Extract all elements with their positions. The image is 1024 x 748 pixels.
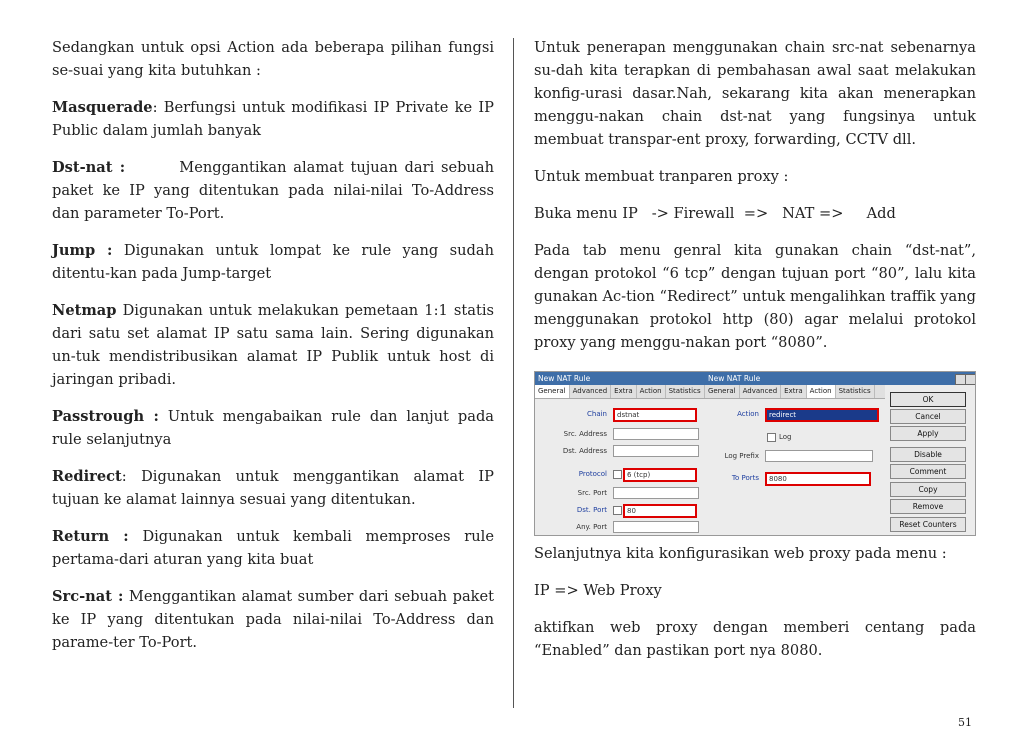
right-column-lower: [534, 542, 976, 676]
page-number: 51: [958, 716, 972, 729]
src-address-input[interactable]: [613, 428, 699, 440]
item-masquerade: Masquerade: Berfungsi untuk modifikasi IP Private ke IP Public dalam jumlah banyak: [52, 99, 494, 139]
protocol-label: Protocol: [578, 470, 607, 478]
to-ports-input[interactable]: 8080: [765, 472, 871, 486]
protocol-checkbox[interactable]: [613, 470, 622, 479]
tab-statistics[interactable]: Statistics: [666, 385, 705, 398]
dst-port-label: Dst. Port: [576, 506, 607, 514]
item-passtrough: Passtrough : Untuk mengabaikan rule dan lanjut pada rule selanjutnya: [52, 408, 494, 448]
nat-rule-window-action: [705, 372, 975, 535]
src-address-row: [535, 428, 705, 440]
log-checkbox[interactable]: [767, 433, 776, 442]
log-prefix-label: Log Prefix: [724, 452, 759, 460]
log-prefix-row: [705, 450, 885, 462]
left-intro: Sedangkan untuk opsi Action ada beberapa pilihan fungsi se-suai yang kita butuhkan :: [52, 39, 494, 79]
reset-counters-button[interactable]: Reset Counters: [890, 517, 966, 532]
src-address-label: Src. Address: [563, 430, 607, 438]
item-jump: Jump : Digunakan untuk lompat ke rule yang sudah ditentu-kan pada Jump-target: [52, 242, 494, 282]
item-return: Return : Digunakan untuk kembali memproses rule pertama-dari aturan yang kita buat: [52, 528, 494, 568]
comment-button[interactable]: Comment: [890, 464, 966, 479]
protocol-row: [535, 468, 705, 480]
left-column: [52, 36, 499, 668]
nat-rule-window-general: [535, 372, 705, 535]
tab-action[interactable]: Action: [807, 385, 836, 398]
item-src-nat: Src-nat : Menggantikan alamat sumber dari sebuah paket ke IP yang ditentukan pada nilai-nilai To-Address dan parame-ter To-Port.: [52, 588, 494, 651]
tab-extra[interactable]: Extra: [611, 385, 636, 398]
item-netmap: Netmap Digunakan untuk melakukan pemetaan 1:1 statis dari satu set alamat IP satu sama lain. Sering digunakan un-tuk mendistribusikan alamat IP Publik untuk host di jaringan pribadi.: [52, 302, 494, 388]
right-proxy-heading: Untuk membuat tranparen proxy :: [534, 168, 789, 185]
to-ports-row: [705, 472, 885, 484]
src-port-input[interactable]: [613, 487, 699, 499]
protocol-select[interactable]: 6 (tcp): [623, 468, 697, 482]
window-title: [705, 372, 975, 385]
dst-port-checkbox[interactable]: [613, 506, 622, 515]
log-prefix-input[interactable]: [765, 450, 873, 462]
right-intro: Untuk penerapan menggunakan chain src-nat sebenarnya su-dah kita terapkan di pembahasan awal saat melakukan konfig-urasi dasar.Nah, sekarang kita akan menerapkan menggu-nakan chain dst-nat yang fungsinya untuk membuat transpar-ent proxy, forwarding, CCTV dll.: [534, 39, 976, 148]
window-title: New NAT Rule: [535, 372, 705, 385]
dst-port-row: [535, 504, 705, 516]
dst-address-row: [535, 445, 705, 457]
copy-button[interactable]: Copy: [890, 482, 966, 497]
cancel-button[interactable]: Cancel: [890, 409, 966, 424]
column-divider: [513, 38, 514, 708]
item-redirect: Redirect: Digunakan untuk menggantikan alamat IP tujuan ke alamat lainnya sesuai yang ditentukan.: [52, 468, 494, 508]
action-row: [705, 408, 885, 420]
right-web-proxy-path: IP => Web Proxy: [534, 582, 662, 599]
tab-general[interactable]: General: [535, 385, 570, 398]
src-port-label: Src. Port: [577, 489, 607, 497]
apply-button[interactable]: Apply: [890, 426, 966, 441]
tab-general[interactable]: General: [705, 385, 740, 398]
log-row: [705, 431, 885, 443]
any-port-row: [535, 521, 705, 533]
tab-extra[interactable]: Extra: [781, 385, 806, 398]
right-tab-instructions: Pada tab menu genral kita gunakan chain “dst-nat”, dengan protokol “6 tcp” dengan tujuan port “80”, lalu kita gunakan Ac-tion “Redirect” untuk mengalihkan traffik yang menggunakan protokol http (80) agar melalui protokol proxy yang menggu-nakan port “8080”.: [534, 242, 976, 351]
nat-rule-screenshot: [534, 371, 976, 536]
log-label: Log: [779, 433, 792, 441]
src-port-row: [535, 487, 705, 499]
window-title-text: New NAT Rule: [708, 374, 761, 383]
item-dst-nat: Dst-nat : Menggantikan alamat tujuan dari sebuah paket ke IP yang ditentukan pada nilai-nilai To-Address dan parameter To-Port.: [52, 159, 499, 222]
right-menu-path: Buka menu IP -> Firewall => NAT => Add: [534, 205, 896, 222]
tab-advanced[interactable]: Advanced: [570, 385, 612, 398]
chain-row: [535, 408, 705, 420]
dst-address-input[interactable]: [613, 445, 699, 457]
to-ports-label: To Ports: [731, 474, 759, 482]
tab-action[interactable]: Action: [637, 385, 666, 398]
remove-button[interactable]: Remove: [890, 499, 966, 514]
dst-address-label: Dst. Address: [562, 447, 607, 455]
right-web-proxy-intro: Selanjutnya kita konfigurasikan web proxy pada menu :: [534, 545, 947, 562]
tab-bar: [705, 385, 885, 399]
any-port-label: Any. Port: [576, 523, 607, 531]
tab-statistics[interactable]: Statistics: [836, 385, 875, 398]
chain-input[interactable]: dstnat: [613, 408, 697, 422]
right-enable-instructions: aktifkan web proxy dengan memberi centang pada “Enabled” dan pastikan port nya 8080.: [534, 619, 976, 659]
action-select[interactable]: redirect: [765, 408, 879, 422]
tab-bar: [535, 385, 705, 399]
disable-button[interactable]: Disable: [890, 447, 966, 462]
ok-button[interactable]: OK: [890, 392, 966, 407]
action-label: Action: [737, 410, 759, 418]
right-column: [534, 36, 976, 368]
any-port-input[interactable]: [613, 521, 699, 533]
close-icon[interactable]: [965, 374, 976, 385]
dst-port-input[interactable]: 80: [623, 504, 697, 518]
chain-label: Chain: [587, 410, 607, 418]
tab-advanced[interactable]: Advanced: [740, 385, 782, 398]
